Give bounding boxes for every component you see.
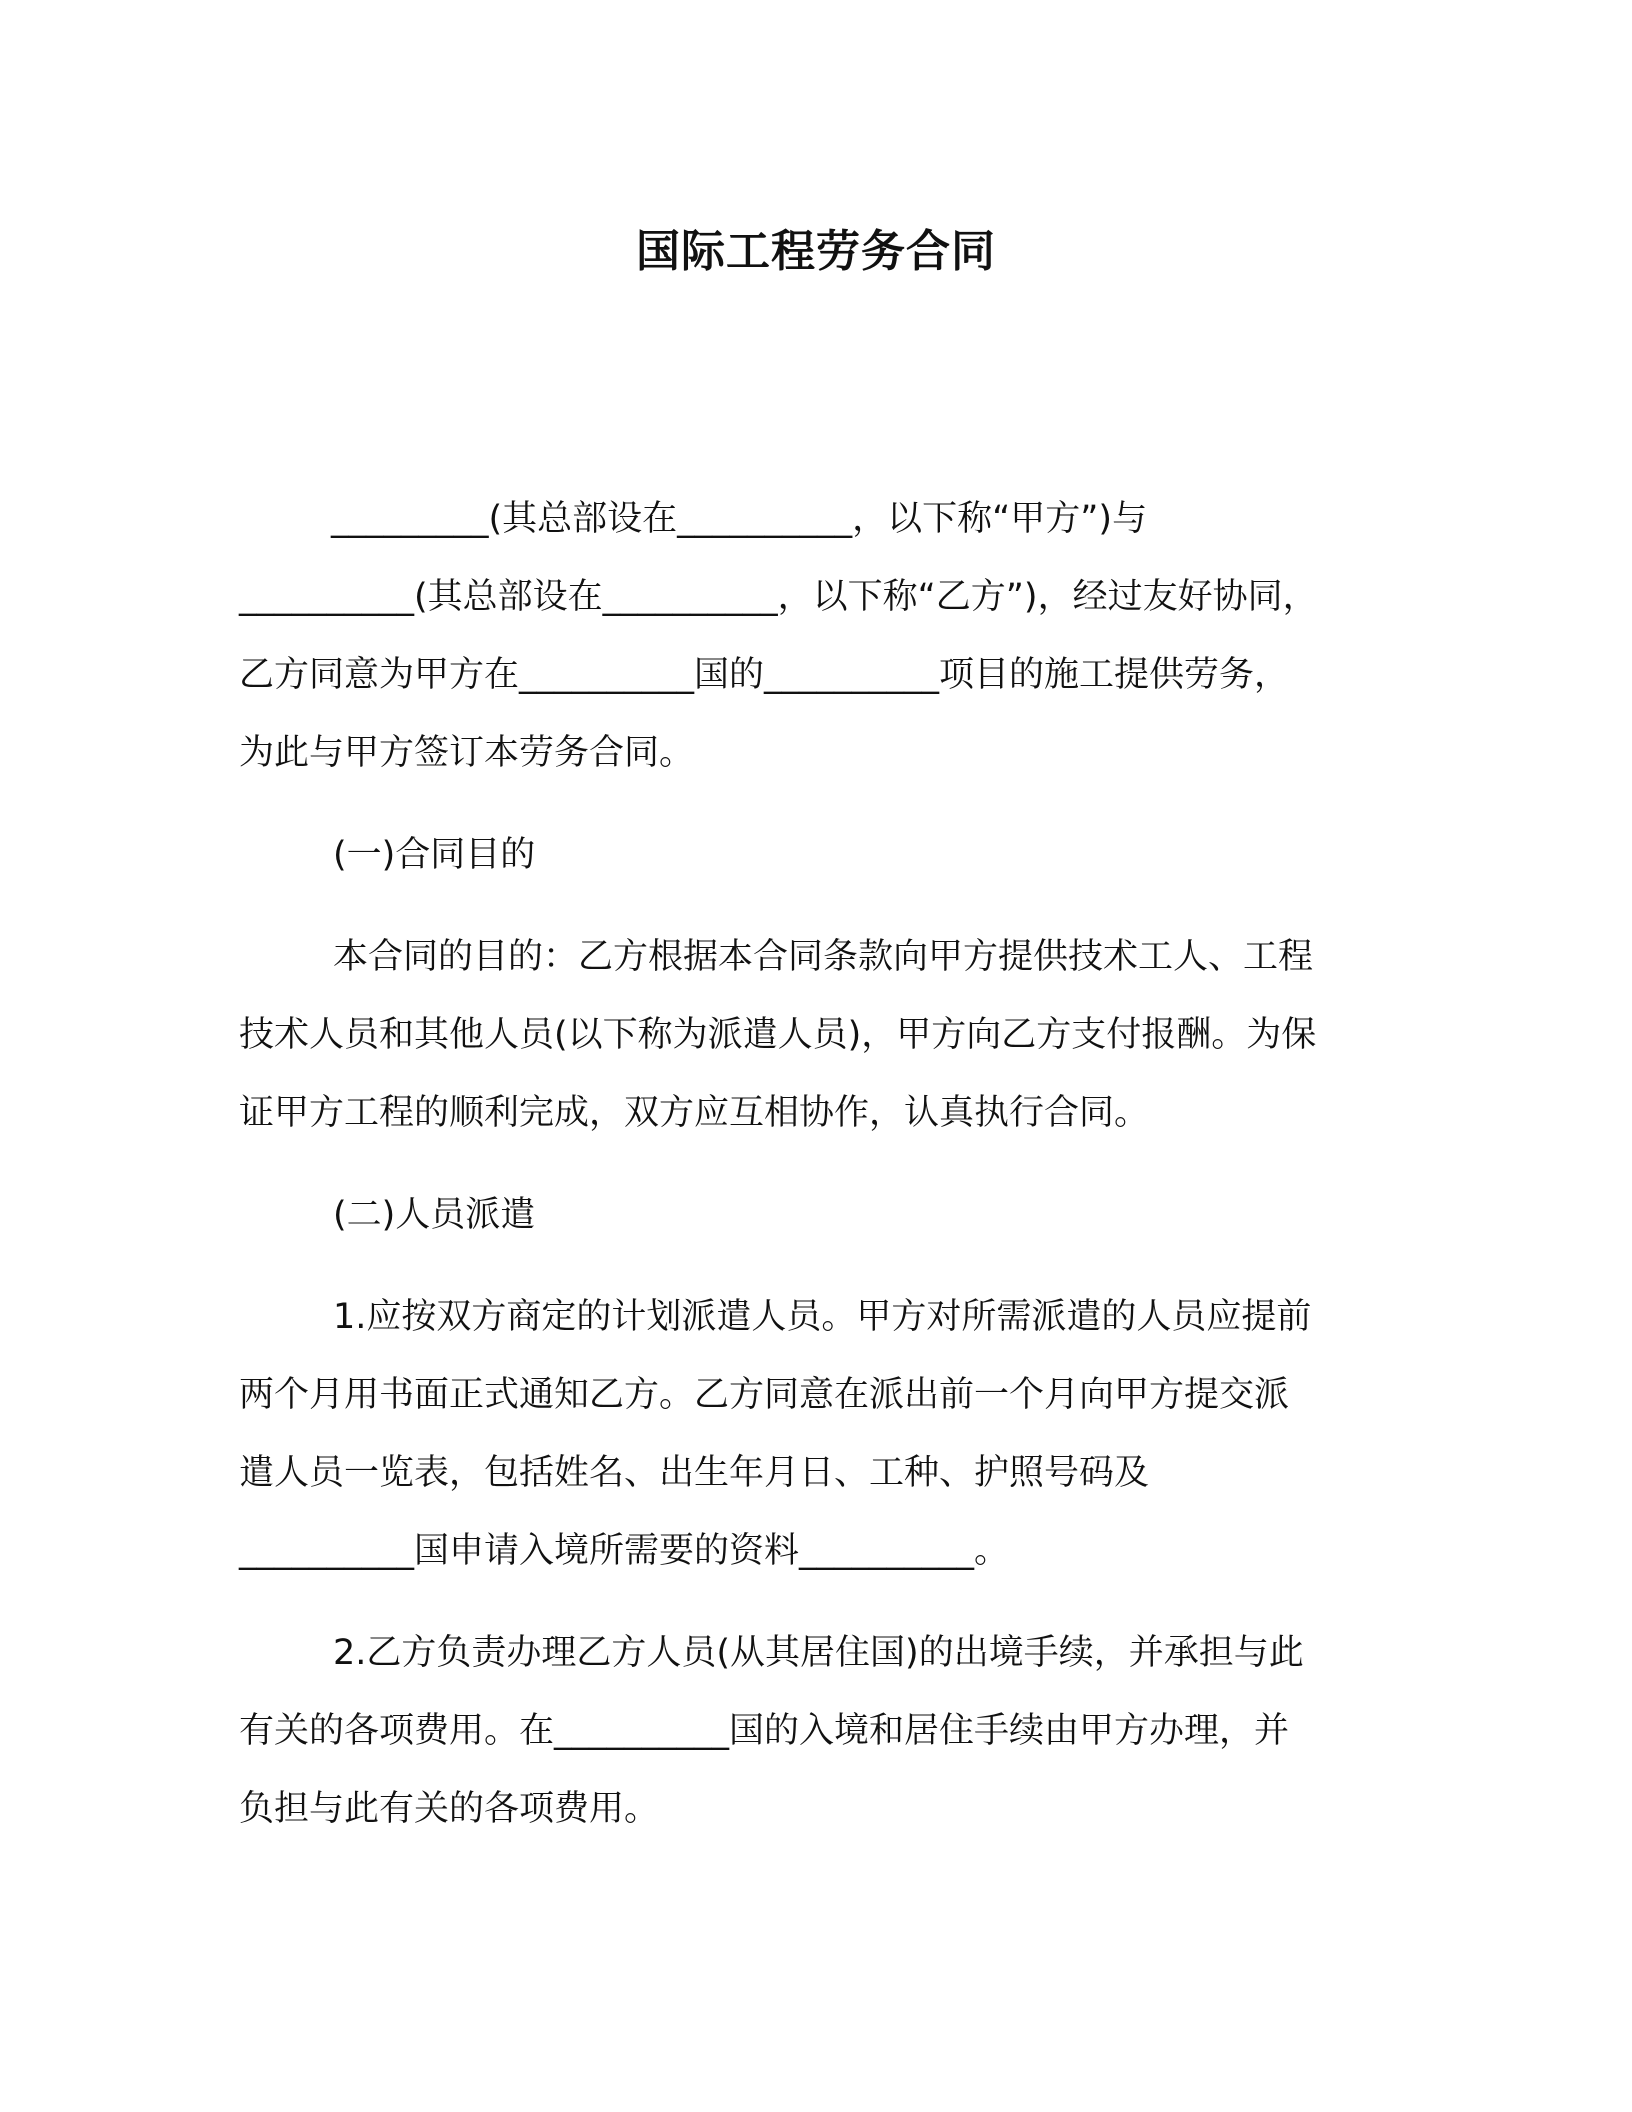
document-title: 国际工程劳务合同 xyxy=(636,226,996,277)
section-2-item-2-line-2: 有关的各项费用。在__________国的入境和居住手续由甲方办理，并 xyxy=(239,1711,1290,1751)
preamble-line-4: 为此与甲方签订本劳务合同。 xyxy=(239,733,695,773)
section-1-line-3: 证甲方工程的顺利完成，双方应互相协作，认真执行合同。 xyxy=(239,1093,1150,1133)
preamble-line-1: _________(其总部设在__________，以下称“甲方”)与 xyxy=(331,499,1148,539)
section-2-item-2-line-1: 2.乙方负责办理乙方人员(从其居住国)的出境手续，并承担与此 xyxy=(333,1633,1304,1673)
section-2-heading: (二)人员派遣 xyxy=(333,1195,536,1235)
section-2-item-2-line-3: 负担与此有关的各项费用。 xyxy=(239,1789,660,1829)
section-2-item-1-line-3: 遣人员一览表，包括姓名、出生年月日、工种、护照号码及 xyxy=(239,1453,1150,1493)
section-1-line-1: 本合同的目的：乙方根据本合同条款向甲方提供技术工人、工程 xyxy=(333,937,1314,977)
preamble-line-2: __________(其总部设在__________，以下称“乙方”)，经过友好协同， xyxy=(239,577,1318,617)
preamble-line-3: 乙方同意为甲方在__________国的__________项目的施工提供劳务， xyxy=(239,655,1290,695)
section-2-item-1-line-2: 两个月用书面正式通知乙方。乙方同意在派出前一个月向甲方提交派 xyxy=(239,1375,1290,1415)
section-1-heading: (一)合同目的 xyxy=(333,835,536,875)
section-2-item-1-line-1: 1.应按双方商定的计划派遣人员。甲方对所需派遣的人员应提前 xyxy=(333,1297,1312,1337)
section-2-item-1-line-4: __________国申请入境所需要的资料__________。 xyxy=(239,1531,1010,1571)
section-1-line-2: 技术人员和其他人员(以下称为派遣人员)，甲方向乙方支付报酬。为保 xyxy=(239,1015,1317,1055)
